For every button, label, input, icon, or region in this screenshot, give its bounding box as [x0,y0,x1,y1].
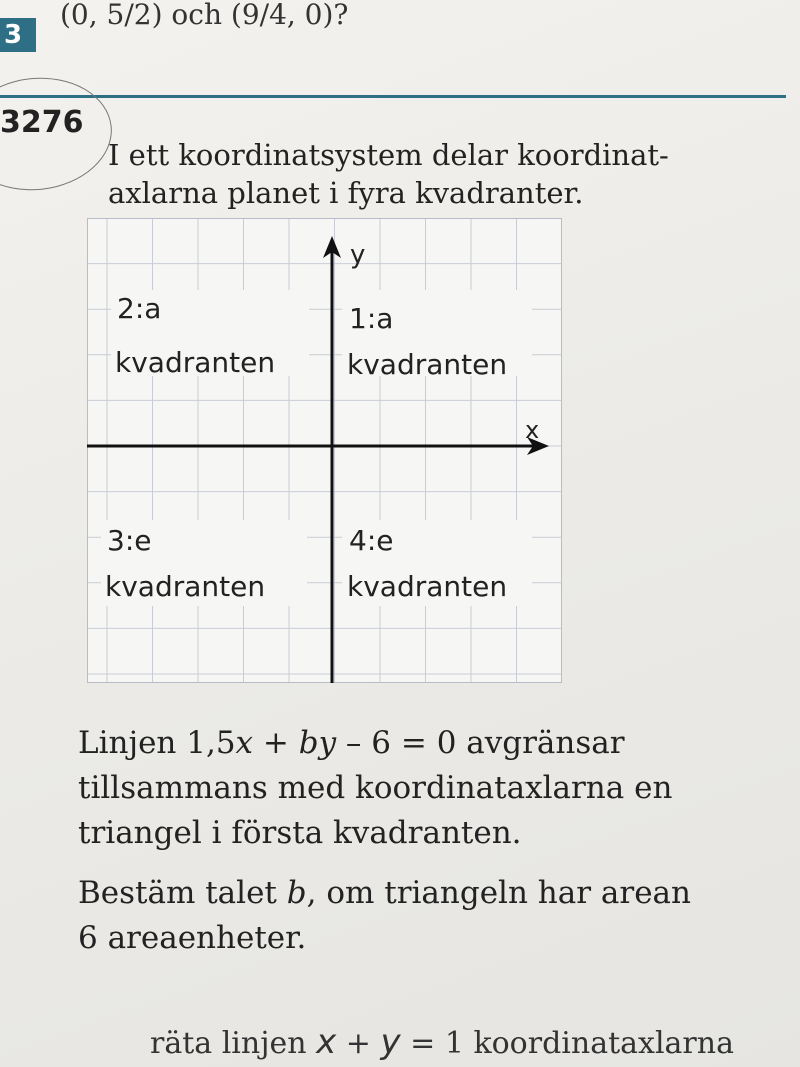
grid-background [87,218,562,683]
quadrant-2-word: kvadranten [115,346,276,379]
task-line-4-pre: Bestäm talet [78,875,287,911]
header-rule [0,95,786,98]
quadrant-3-word: kvadranten [105,570,266,603]
previous-problem-text: (0, 5/2) och (9/4, 0)? [60,0,349,31]
task-line-4-post: , om triangeln har arean [306,875,692,911]
task-line-5: 6 areaenheter. [78,920,307,956]
task-line-1-post: – 6 = 0 avgränsar [336,725,625,761]
quadrant-4-word: kvadranten [347,570,508,603]
quadrant-3-ordinal: 3:e [107,524,152,557]
next-problem-start: räta linjen [150,1026,317,1061]
task-line-1-pre: Linjen 1,5 [78,725,236,761]
fraction-x: x [316,1022,337,1062]
task-line-1-plus: + [253,725,299,761]
variable-b: b [286,875,307,911]
next-problem-text [150,1022,734,1062]
task-line-2: tillsammans med koordinataxlarna en [78,770,673,806]
quadrant-1-ordinal: 1:a [349,302,394,335]
quadrant-2-ordinal: 2:a [117,292,162,325]
next-problem-end: = 1 koordinataxlarna [400,1026,734,1061]
task-line-4 [78,870,691,916]
next-problem-plus: + [336,1026,381,1061]
fraction-y: y [380,1022,401,1062]
task-line-1 [78,720,625,766]
quadrant-4-ordinal: 4:e [349,524,394,557]
problem-number: 3276 [0,105,84,140]
quadrant-1-word: kvadranten [347,348,508,381]
x-axis-label: x [525,416,540,444]
section-tab: 3 [0,18,36,52]
task-line-3: triangel i första kvadranten. [78,815,522,851]
term-by: by [298,725,337,761]
intro-line-1: I ett koordinatsystem delar koordinat- [108,138,669,172]
intro-line-2: axlarna planet i fyra kvadranter. [108,176,584,210]
quadrant-figure [87,218,562,683]
y-axis-label: y [350,240,366,270]
variable-x: x [235,725,254,761]
